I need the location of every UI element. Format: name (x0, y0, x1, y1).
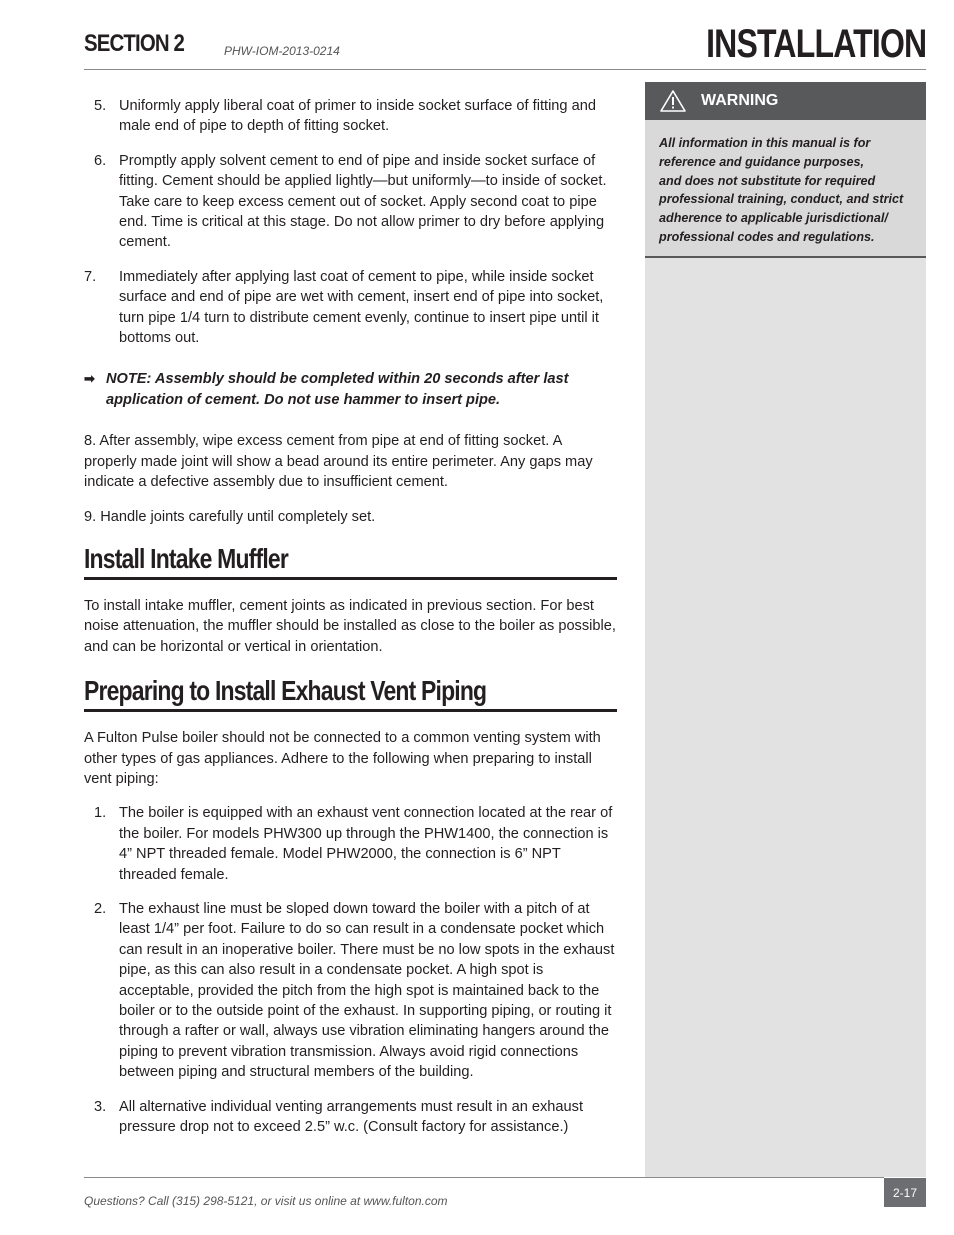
step-7 (84, 267, 618, 349)
step-number: 6. (94, 152, 107, 169)
step-text: Immediately after applying last coat of cement to pipe, while inside socket surface and end of pipe are wet with cement, insert end of pipe into socket, turn pipe 1/4 turn to distribute cement evenly, continue to insert pipe until it bottoms out. (119, 268, 604, 347)
section-header (84, 30, 340, 58)
main-content (84, 96, 618, 1137)
step-number: 7. (84, 268, 97, 285)
exhaust-item-1 (84, 803, 618, 885)
assembly-note (84, 369, 618, 410)
step-number: 5. (94, 98, 107, 114)
step-8: 8. After assembly, wipe excess cement from pipe at end of fitting socket. A properly made joint will show a bead around its entire perimeter. Any gaps may indicate a defective assembly due to insufficient cement. (84, 433, 593, 491)
warning-header (645, 82, 926, 120)
footer-contact: Questions? Call (315) 298-5121, or visit us online at www.fulton.com (84, 1194, 448, 1208)
warning-line: professional codes and regulations. (659, 229, 875, 244)
warning-title: WARNING (701, 92, 779, 109)
document-code: PHW-IOM-2013-0214 (224, 44, 340, 58)
header-divider (84, 69, 926, 70)
warning-line: adherence to applicable jurisdictional/ (659, 211, 888, 226)
footer-divider (84, 1177, 884, 1178)
arrow-right-icon: ➡ (84, 371, 95, 387)
step-6 (84, 151, 618, 253)
step-9: 9. Handle joints carefully until completely set. (84, 508, 376, 525)
step-text: Uniformly apply liberal coat of primer to inside socket surface of fitting and male end of pipe to depth of fitting socket. (119, 98, 596, 135)
muffler-paragraph: To install intake muffler, cement joints as indicated in previous section. For best noise attenuation, the muffler should be installed as close to the boiler as possible, and can be horizontal or vertical in orientation. (84, 597, 616, 655)
item-text: The boiler is equipped with an exhaust vent connection located at the rear of the boiler. For models PHW300 up through the PHW1400, the connection is 4” NPT threaded female. Model PHW2000, the connection is 6” NPT threaded female. (119, 805, 613, 883)
item-text: The exhaust line must be sloped down toward the boiler with a pitch of at least 1/4” per foot. Failure to do so can result in a condensate pocket which can result in an inoperative boiler. There must be no low spots in the exhaust pipe, as this can also result in a condensate pocket. A high spot is acceptable, provided the pitch from the high spot is maintained back to the boiler or to the outside point of the exhaust. In supporting piping, or routing it through a rafter or wall, always use vibration eliminating hangers around the piping to prevent vibration transmission. Always avoid rigid connections between piping and structural members of the building. (119, 900, 615, 1081)
page-number: 2-17 (884, 1178, 926, 1207)
exhaust-item-3 (84, 1097, 618, 1138)
warning-line: and does not substitute for required (659, 173, 876, 188)
section-label: SECTION 2 (84, 30, 185, 57)
heading-install-intake-muffler: Install Intake Muffler (84, 542, 288, 574)
item-number: 2. (94, 900, 107, 917)
item-number: 1. (94, 805, 107, 822)
step-5 (84, 96, 618, 137)
exhaust-item-2 (84, 899, 618, 1083)
heading-exhaust-vent-piping: Preparing to Install Exhaust Vent Piping (84, 675, 487, 707)
warning-line: reference and guidance purposes, (659, 154, 865, 169)
sidebar (645, 82, 926, 1177)
item-text: All alternative individual venting arrangements must result in an exhaust pressure drop not to exceed 2.5” w.c. (Consult factory for assistance.) (119, 1098, 584, 1136)
step-text: Promptly apply solvent cement to end of pipe and inside socket surface of fitting. Cement should be applied lightly—but uniformly—to inside of socket. Take care to keep excess cement out of socket. Apply second coat to pipe end. Time is critical at this stage. Do not allow primer to dry before applying cement. (119, 152, 607, 251)
warning-triangle-icon (659, 89, 687, 113)
warning-line: All information in this manual is for (659, 136, 871, 150)
page-title: INSTALLATION (705, 22, 926, 66)
item-number: 3. (94, 1098, 107, 1115)
warning-line: professional training, conduct, and strict (659, 192, 904, 207)
warning-body (645, 120, 926, 258)
exhaust-intro: A Fulton Pulse boiler should not be connected to a common venting system with other types of gas appliances. Adhere to the following when preparing to install vent piping: (84, 730, 601, 787)
note-text: NOTE: Assembly should be completed within 20 seconds after last application of cement. Do not use hammer to insert pipe. (106, 371, 569, 408)
